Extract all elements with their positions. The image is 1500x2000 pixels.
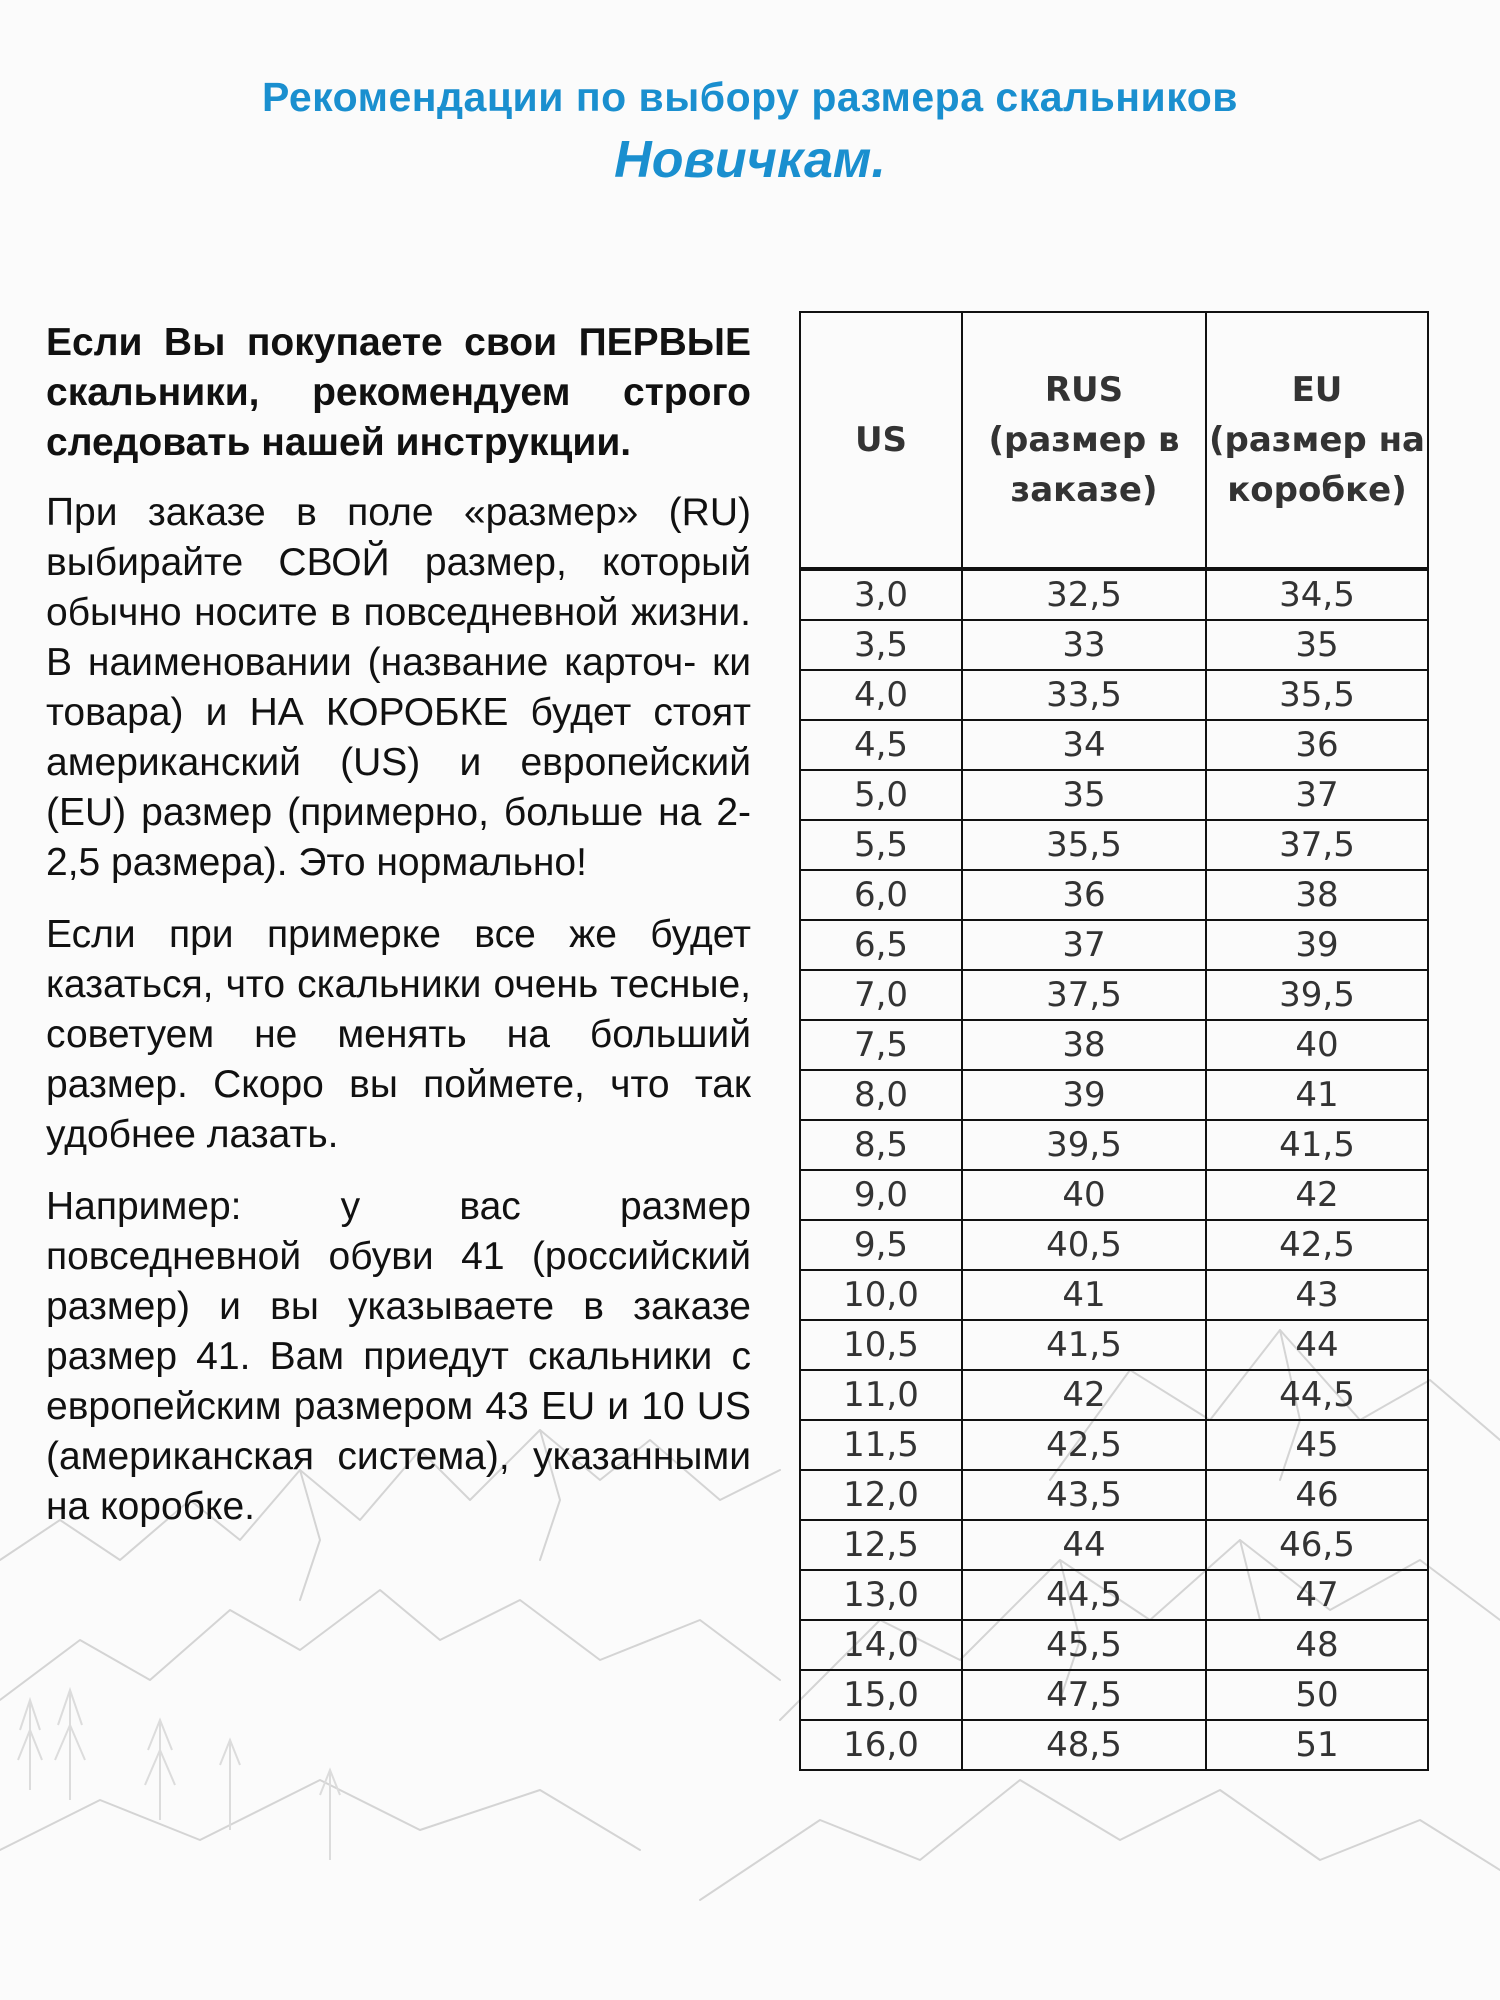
cell-us: 11,5 [800, 1420, 962, 1470]
cell-eu: 46,5 [1206, 1520, 1428, 1570]
cell-us: 16,0 [800, 1720, 962, 1770]
table-row [800, 1420, 1428, 1470]
cell-eu: 41,5 [1206, 1120, 1428, 1170]
cell-rus: 42,5 [962, 1420, 1206, 1470]
table-row [800, 1570, 1428, 1620]
cell-rus: 41,5 [962, 1320, 1206, 1370]
cell-eu: 48 [1206, 1620, 1428, 1670]
table-row [800, 1020, 1428, 1070]
cell-us: 5,0 [800, 770, 962, 820]
cell-eu: 40 [1206, 1020, 1428, 1070]
header-rus [962, 312, 1206, 569]
cell-us: 14,0 [800, 1620, 962, 1670]
cell-us: 11,0 [800, 1370, 962, 1420]
cell-us: 6,5 [800, 920, 962, 970]
cell-us: 7,5 [800, 1020, 962, 1070]
cell-us: 12,0 [800, 1470, 962, 1520]
cell-us: 8,0 [800, 1070, 962, 1120]
table-row [800, 720, 1428, 770]
table-row [800, 670, 1428, 720]
cell-eu: 37,5 [1206, 820, 1428, 870]
cell-eu: 50 [1206, 1670, 1428, 1720]
table-row [800, 1470, 1428, 1520]
table-row [800, 920, 1428, 970]
cell-rus: 39 [962, 1070, 1206, 1120]
cell-eu: 34,5 [1206, 569, 1428, 620]
cell-us: 8,5 [800, 1120, 962, 1170]
cell-eu: 35 [1206, 620, 1428, 670]
cell-rus: 33 [962, 620, 1206, 670]
header-eu-sub1: (размер на [1208, 420, 1426, 460]
title-subtitle: Новичкам. [614, 131, 886, 189]
table-row [800, 620, 1428, 670]
table-row [800, 1320, 1428, 1370]
cell-rus: 41 [962, 1270, 1206, 1320]
cell-eu: 45 [1206, 1420, 1428, 1470]
header-eu-sub2: коробке) [1227, 470, 1407, 510]
table-row [800, 870, 1428, 920]
cell-rus: 45,5 [962, 1620, 1206, 1670]
header-rus-sub1: (размер в [988, 420, 1180, 460]
table-row [800, 1670, 1428, 1720]
fitting-paragraph: Если при примерке все же будет казаться, что скальники очень тесные, советуем не менять на больший размер. Скоро вы поймете, что так удобнее лазать. [46, 913, 751, 1156]
cell-rus: 40,5 [962, 1220, 1206, 1270]
header-us: US [800, 312, 962, 569]
cell-us: 10,5 [800, 1320, 962, 1370]
cell-eu: 36 [1206, 720, 1428, 770]
header-rus-sub2: заказе) [1010, 470, 1158, 510]
table-row [800, 1520, 1428, 1570]
header-rus-title: RUS [1044, 370, 1124, 410]
cell-eu: 46 [1206, 1470, 1428, 1520]
cell-us: 13,0 [800, 1570, 962, 1620]
table-row [800, 1270, 1428, 1320]
cell-eu: 35,5 [1206, 670, 1428, 720]
instructions-text [46, 318, 751, 1554]
table-row [800, 770, 1428, 820]
cell-us: 12,5 [800, 1520, 962, 1570]
cell-rus: 39,5 [962, 1120, 1206, 1170]
header-eu-title: EU [1291, 370, 1343, 410]
cell-eu: 39 [1206, 920, 1428, 970]
table-row [800, 1120, 1428, 1170]
table-row [800, 1620, 1428, 1670]
example-paragraph: Например: у вас размер повседневной обуви 41 (российский размер) и вы указываете в заказе размер 41. Вам приедут скальники с европейским размером 43 EU и 10 US (американская система), указанными на коробке. [46, 1185, 751, 1528]
cell-rus: 32,5 [962, 569, 1206, 620]
table-header-row [800, 312, 1428, 569]
cell-rus: 38 [962, 1020, 1206, 1070]
cell-us: 9,0 [800, 1170, 962, 1220]
cell-rus: 44 [962, 1520, 1206, 1570]
cell-us: 3,5 [800, 620, 962, 670]
cell-rus: 48,5 [962, 1720, 1206, 1770]
cell-us: 6,0 [800, 870, 962, 920]
cell-eu: 38 [1206, 870, 1428, 920]
page-title [0, 70, 1500, 192]
table-row [800, 1170, 1428, 1220]
cell-eu: 44,5 [1206, 1370, 1428, 1420]
cell-eu: 47 [1206, 1570, 1428, 1620]
cell-rus: 40 [962, 1170, 1206, 1220]
cell-eu: 37 [1206, 770, 1428, 820]
cell-eu: 39,5 [1206, 970, 1428, 1020]
cell-us: 7,0 [800, 970, 962, 1020]
cell-rus: 47,5 [962, 1670, 1206, 1720]
cell-rus: 37,5 [962, 970, 1206, 1020]
cell-rus: 36 [962, 870, 1206, 920]
title-main: Рекомендации по выбору размера скальников [262, 74, 1238, 120]
intro-paragraph: Если Вы покупаете свои ПЕРВЫЕ скальники, рекомендуем строго следовать нашей инструкции. [46, 321, 751, 464]
cell-rus: 34 [962, 720, 1206, 770]
cell-eu: 43 [1206, 1270, 1428, 1320]
cell-eu: 51 [1206, 1720, 1428, 1770]
cell-rus: 37 [962, 920, 1206, 970]
table-row [800, 569, 1428, 620]
ordering-paragraph: При заказе в поле «размер» (RU) выбирайте СВОЙ размер, который обычно носите в повседневной жизни. В наименовании (название карточ- ки товара) и НА КОРОБКЕ будет стоят американский (US) и европейский (EU) размер (примерно, больше на 2-2,5 размера). Это нормально! [46, 491, 751, 884]
cell-eu: 41 [1206, 1070, 1428, 1120]
cell-rus: 35,5 [962, 820, 1206, 870]
cell-us: 5,5 [800, 820, 962, 870]
table-row [800, 820, 1428, 870]
cell-rus: 44,5 [962, 1570, 1206, 1620]
table-row [800, 1370, 1428, 1420]
table-row [800, 1220, 1428, 1270]
cell-rus: 35 [962, 770, 1206, 820]
table-row [800, 970, 1428, 1020]
cell-eu: 42,5 [1206, 1220, 1428, 1270]
cell-rus: 33,5 [962, 670, 1206, 720]
cell-us: 9,5 [800, 1220, 962, 1270]
size-table-body [800, 569, 1428, 1770]
cell-us: 3,0 [800, 569, 962, 620]
header-eu [1206, 312, 1428, 569]
cell-us: 10,0 [800, 1270, 962, 1320]
cell-eu: 44 [1206, 1320, 1428, 1370]
cell-us: 15,0 [800, 1670, 962, 1720]
table-row [800, 1720, 1428, 1770]
cell-us: 4,0 [800, 670, 962, 720]
table-row [800, 1070, 1428, 1120]
cell-rus: 43,5 [962, 1470, 1206, 1520]
cell-eu: 42 [1206, 1170, 1428, 1220]
cell-us: 4,5 [800, 720, 962, 770]
size-table [799, 311, 1429, 1771]
cell-rus: 42 [962, 1370, 1206, 1420]
